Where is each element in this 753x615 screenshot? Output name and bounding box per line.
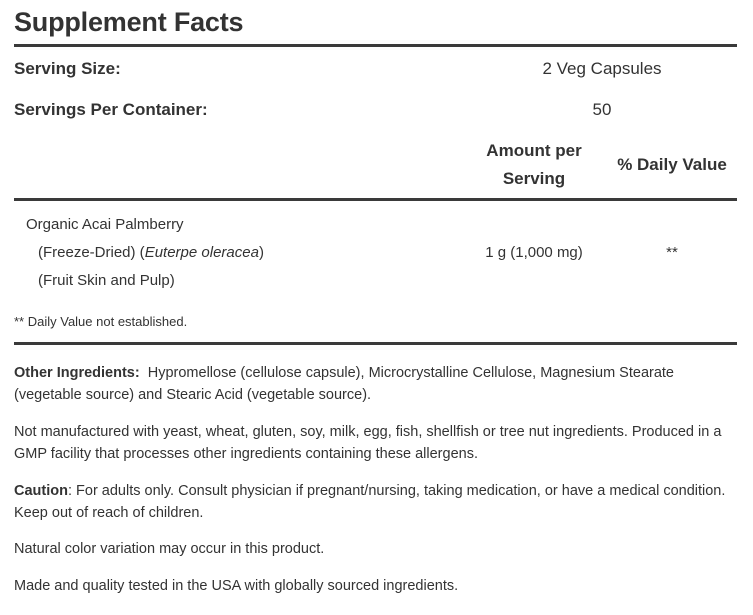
ingredient-daily-value: **: [666, 244, 678, 261]
servings-per-container-label: Servings Per Container:: [14, 100, 208, 119]
allergen-statement: Not manufactured with yeast, wheat, gluten, soy, milk, egg, fish, shellfish or tree nut ingredients. Produced in a GMP facility that processes other ingredients containing these allergens.: [14, 424, 722, 462]
panel-title: Supplement Facts: [14, 7, 244, 37]
ingredient-form: (Freeze-Dried) (: [38, 244, 145, 261]
caution-text: : For adults only. Consult physician if pregnant/nursing, taking medication, or have a medical condition. Keep out of reach of children.: [14, 483, 726, 521]
daily-value-header: % Daily Value: [617, 155, 727, 174]
other-ingredients-text: Hypromellose (cellulose capsule), Microcrystalline Cellulose, Magnesium Stearate (vegetable source) and Stearic Acid (vegetable source).: [14, 365, 674, 403]
caution-statement: [14, 480, 737, 524]
title-divider: [14, 44, 737, 47]
daily-value-footnote: ** Daily Value not established.: [14, 314, 188, 329]
amount-per-serving-header: [472, 137, 596, 193]
other-ingredients-label: Other Ingredients:: [14, 365, 140, 381]
ingredient-name-line1: Organic Acai Palmberry: [26, 216, 184, 233]
ingredient-name-line3: (Fruit Skin and Pulp): [38, 272, 175, 289]
caution-label: Caution: [14, 483, 68, 499]
ingredient-amount: 1 g (1,000 mg): [485, 244, 583, 261]
ingredient-latin-name: Euterpe oleracea: [144, 244, 259, 261]
color-variation-note: Natural color variation may occur in this product.: [14, 541, 325, 557]
serving-size-value: 2 Veg Capsules: [542, 59, 662, 78]
panel-bottom-divider: [14, 342, 737, 345]
other-ingredients: [14, 362, 737, 406]
serving-size-label: Serving Size:: [14, 59, 121, 78]
servings-per-container-value: 50: [592, 100, 612, 119]
ingredient-name-line2: [38, 239, 264, 267]
header-divider: [14, 198, 737, 201]
amount-header-line2: Serving: [502, 169, 566, 188]
ingredient-paren-close: ): [258, 244, 264, 261]
made-in-usa-note: Made and quality tested in the USA with globally sourced ingredients.: [14, 578, 459, 594]
amount-header-line1: Amount per: [486, 141, 582, 160]
